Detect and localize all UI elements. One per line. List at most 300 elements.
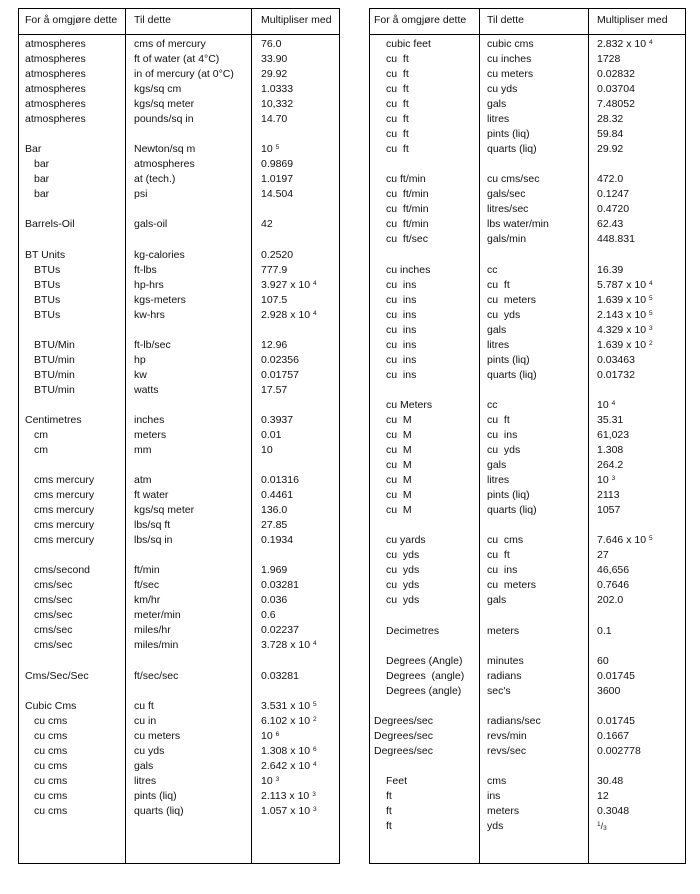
multiplier-value: 62.43	[597, 218, 624, 230]
cell-from-unit: atmospheres	[25, 83, 86, 95]
cell-to-unit: quarts (liq)	[487, 369, 537, 381]
cell-multiplier	[597, 354, 635, 367]
cell-from-unit: cms/second	[34, 564, 91, 576]
cell-to-unit: cms	[487, 775, 507, 787]
cell-to-unit: km/hr	[134, 594, 161, 606]
multiplier-value: 27	[597, 549, 609, 561]
cell-to-unit: litres	[134, 775, 157, 787]
cell-from-unit: cu ft/min	[386, 173, 426, 185]
cell-to-unit: kg-calories	[134, 249, 185, 261]
cell-multiplier	[261, 594, 287, 607]
cell-multiplier	[261, 38, 281, 51]
cell-multiplier	[261, 760, 317, 773]
cell-multiplier	[261, 519, 287, 532]
cell-from-unit: atmospheres	[25, 113, 86, 125]
cell-from-unit: cms/sec	[34, 639, 73, 651]
multiplier-value: 2113	[597, 489, 620, 501]
column-divider	[588, 9, 589, 863]
cell-multiplier	[597, 279, 653, 292]
cell-from-unit: cu ins	[386, 369, 417, 381]
cell-from-unit: cu yds	[386, 549, 420, 561]
multiplier-value: 0.01732	[597, 369, 635, 381]
cell-multiplier	[261, 504, 287, 517]
multiplier-value: 60	[597, 655, 609, 667]
cell-multiplier	[597, 564, 629, 577]
cell-multiplier	[597, 625, 612, 638]
cell-multiplier	[261, 414, 293, 427]
multiplier-value: 1728	[597, 53, 621, 65]
cell-multiplier	[261, 700, 317, 713]
multiplier-value: 0.03281	[261, 579, 299, 591]
multiplier-value: 448.831	[597, 233, 635, 245]
cell-to-unit: litres	[487, 474, 510, 486]
cell-from-unit: BT Units	[25, 249, 66, 261]
cell-multiplier	[597, 579, 629, 592]
cell-to-unit: quarts (liq)	[134, 805, 184, 817]
multiplier-value: 107.5	[261, 294, 288, 306]
cell-multiplier	[597, 655, 609, 668]
cell-to-unit: Newton/sq m	[134, 143, 196, 155]
cell-from-unit: cu ins	[386, 309, 417, 321]
cell-to-unit: miles/hr	[134, 624, 171, 636]
cell-multiplier	[261, 113, 287, 126]
cell-from-unit: cu M	[386, 489, 412, 501]
multiplier-value: 2.642 x 10	[261, 760, 311, 772]
column-divider	[251, 9, 252, 863]
multiplier-exponent: 4	[611, 400, 616, 407]
cell-multiplier	[261, 805, 317, 818]
cell-from-unit: cu ins	[386, 279, 417, 291]
cell-multiplier	[261, 444, 273, 457]
cell-to-unit: pints (liq)	[134, 790, 177, 802]
cell-to-unit: cu ft	[487, 414, 510, 426]
cell-multiplier	[261, 489, 293, 502]
cell-multiplier	[261, 624, 299, 637]
cell-from-unit: Decimetres	[386, 625, 440, 637]
multiplier-value: 0.1247	[597, 188, 630, 200]
cell-to-unit: cu ins	[487, 564, 518, 576]
multiplier-exponent: 4	[312, 280, 317, 287]
cell-to-unit: meters	[134, 429, 167, 441]
cell-from-unit: cms/sec	[34, 594, 73, 606]
cell-from-unit: Feet	[386, 775, 408, 787]
multiplier-value: 0.02356	[261, 354, 299, 366]
cell-multiplier	[597, 188, 629, 201]
multiplier-value: 28.32	[597, 113, 624, 125]
cell-to-unit: quarts (liq)	[487, 143, 537, 155]
cell-from-unit: Degrees/sec	[374, 715, 433, 727]
cell-multiplier	[261, 429, 281, 442]
multiplier-value: 3.927 x 10	[261, 279, 311, 291]
multiplier-value: 27.85	[261, 519, 288, 531]
cell-to-unit: ins	[487, 790, 501, 802]
multiplier-value: 0.03281	[261, 670, 299, 682]
multiplier-value: 1.0197	[261, 173, 294, 185]
cell-to-unit: cu ft	[487, 279, 510, 291]
multiplier-value: 16.39	[597, 264, 624, 276]
cell-to-unit: quarts (liq)	[487, 504, 537, 516]
cell-multiplier	[597, 369, 635, 382]
cell-from-unit: cms/sec	[34, 579, 73, 591]
cell-multiplier	[261, 474, 299, 487]
cell-from-unit: BTUs	[34, 264, 61, 276]
cell-multiplier	[597, 594, 623, 607]
cell-to-unit: in of mercury (at 0°C)	[134, 68, 234, 80]
multiplier-value: 0.1	[597, 625, 612, 637]
cell-multiplier	[261, 609, 276, 622]
cell-from-unit: cu ft/sec	[386, 233, 429, 245]
multiplier-value: 202.0	[597, 594, 624, 606]
cell-from-unit: cu ft	[386, 68, 409, 80]
cell-to-unit: cu cms	[487, 534, 524, 546]
cell-multiplier	[261, 309, 317, 322]
cell-multiplier	[261, 745, 317, 758]
cell-multiplier	[597, 745, 641, 758]
cell-from-unit: cu yds	[386, 579, 420, 591]
cell-from-unit: cu ft	[386, 98, 409, 110]
cell-multiplier	[597, 685, 620, 698]
cell-multiplier	[261, 264, 287, 277]
cell-from-unit: ft	[386, 790, 392, 802]
cell-multiplier	[261, 670, 299, 683]
multiplier-exponent: 3	[611, 475, 616, 482]
cell-multiplier	[261, 98, 293, 111]
cell-from-unit: cms mercury	[34, 534, 95, 546]
cell-from-unit: cu ft	[386, 128, 409, 140]
cell-to-unit: meters	[487, 805, 520, 817]
fraction-numerator: 1	[597, 821, 601, 828]
multiplier-value: 2.143 x 10	[597, 309, 647, 321]
cell-multiplier	[261, 218, 273, 231]
cell-to-unit: ft of water (at 4°C)	[134, 53, 220, 65]
cell-multiplier	[261, 53, 287, 66]
cell-to-unit: gals/sec	[487, 188, 526, 200]
cell-from-unit: Degrees (angle)	[386, 670, 465, 682]
multiplier-value: 29.92	[597, 143, 624, 155]
multiplier-exponent: 3	[312, 806, 317, 813]
cell-from-unit: BTU/min	[34, 354, 75, 366]
multiplier-value: 0.3048	[597, 805, 630, 817]
multiplier-value: 0.02237	[261, 624, 299, 636]
cell-from-unit: Degrees/sec	[374, 730, 433, 742]
cell-multiplier	[261, 534, 293, 547]
multiplier-value: 0.01	[261, 429, 282, 441]
cell-from-unit: bar	[34, 158, 50, 170]
multiplier-value: 1.057 x 10	[261, 805, 311, 817]
cell-multiplier	[261, 279, 317, 292]
fraction-slash: /	[600, 821, 604, 831]
header-divider	[19, 34, 339, 35]
cell-from-unit: Degrees/sec	[374, 745, 433, 757]
column-divider	[479, 9, 480, 863]
cell-multiplier	[261, 715, 317, 728]
cell-multiplier	[597, 309, 653, 322]
cell-from-unit: bar	[34, 173, 50, 185]
multiplier-value: 3.531 x 10	[261, 700, 311, 712]
cell-from-unit: cu cms	[34, 730, 68, 742]
cell-multiplier	[597, 324, 653, 337]
multiplier-value: 472.0	[597, 173, 624, 185]
cell-from-unit: cu M	[386, 504, 412, 516]
cell-from-unit: atmospheres	[25, 98, 86, 110]
cell-from-unit: Cms/Sec/Sec	[25, 670, 89, 682]
cell-from-unit: cu ft	[386, 83, 409, 95]
multiplier-value: 1.969	[261, 564, 288, 576]
multiplier-value: 7.646 x 10	[597, 534, 647, 546]
cell-from-unit: atmospheres	[25, 68, 86, 80]
cell-to-unit: radians/sec	[487, 715, 541, 727]
multiplier-exponent: 4	[648, 39, 653, 46]
multiplier-value: 46,656	[597, 564, 630, 576]
cell-to-unit: gals	[487, 324, 507, 336]
cell-to-unit: miles/min	[134, 639, 179, 651]
cell-from-unit: bar	[34, 188, 50, 200]
cell-from-unit: cms mercury	[34, 489, 95, 501]
cell-multiplier	[597, 128, 623, 141]
header-divider	[370, 34, 685, 35]
cell-from-unit: cu ft	[386, 113, 409, 125]
cell-multiplier	[597, 549, 609, 562]
cell-to-unit: radians	[487, 670, 522, 682]
cell-to-unit: kgs/sq meter	[134, 504, 195, 516]
header-from: For å omgjøre dette	[374, 14, 467, 26]
header-to: Til dette	[487, 14, 524, 26]
cell-to-unit: ft/sec	[134, 579, 160, 591]
cell-multiplier	[597, 113, 623, 126]
cell-multiplier	[261, 68, 287, 81]
cell-multiplier	[597, 820, 607, 834]
multiplier-exponent: 2	[312, 716, 317, 723]
multiplier-value: 61,023	[597, 429, 630, 441]
multiplier-exponent: 4	[648, 280, 653, 287]
multiplier-value: 14.504	[261, 188, 294, 200]
cell-multiplier	[597, 805, 629, 818]
cell-to-unit: cu ins	[487, 429, 518, 441]
multiplier-value: 35.31	[597, 414, 624, 426]
cell-to-unit: litres	[487, 339, 510, 351]
cell-to-unit: cu inches	[487, 53, 532, 65]
cell-from-unit: cms mercury	[34, 474, 95, 486]
cell-from-unit: Bar	[25, 143, 42, 155]
cell-to-unit: cu meters	[487, 294, 537, 306]
cell-from-unit: atmospheres	[25, 53, 86, 65]
multiplier-value: 0.1667	[597, 730, 630, 742]
header-to: Til dette	[134, 14, 171, 26]
cell-from-unit: Cubic Cms	[25, 700, 77, 712]
multiplier-exponent: 5	[648, 295, 653, 302]
cell-from-unit: cu yds	[386, 594, 420, 606]
cell-to-unit: cu yds	[487, 309, 521, 321]
cell-from-unit: cu M	[386, 459, 412, 471]
multiplier-value: 12.96	[261, 339, 288, 351]
cell-to-unit: cubic cms	[487, 38, 534, 50]
cell-to-unit: ft-lbs	[134, 264, 157, 276]
cell-to-unit: revs/min	[487, 730, 527, 742]
cell-to-unit: gals	[487, 459, 507, 471]
cell-to-unit: cu ft	[487, 549, 510, 561]
multiplier-value: 0.1934	[261, 534, 294, 546]
cell-to-unit: lbs/sq ft	[134, 519, 171, 531]
cell-to-unit: gals-oil	[134, 218, 168, 230]
cell-from-unit: Barrels-Oil	[25, 218, 75, 230]
multiplier-value: 1057	[597, 504, 621, 516]
cell-to-unit: pounds/sq in	[134, 113, 194, 125]
multiplier-exponent: 6	[312, 746, 317, 753]
cell-from-unit: cu cms	[34, 715, 68, 727]
cell-multiplier	[597, 83, 635, 96]
cell-from-unit: cu ins	[386, 339, 417, 351]
cell-multiplier	[597, 459, 623, 472]
cell-multiplier	[261, 173, 293, 186]
cell-to-unit: at (tech.)	[134, 173, 176, 185]
cell-to-unit: cu meters	[134, 730, 181, 742]
cell-from-unit: BTUs	[34, 309, 61, 321]
multiplier-value: 2.113 x 10	[261, 790, 310, 802]
multiplier-exponent: 6	[275, 731, 280, 738]
cell-from-unit: cu cms	[34, 775, 68, 787]
cell-multiplier	[261, 354, 299, 367]
multiplier-value: 0.3937	[261, 414, 294, 426]
cell-multiplier	[597, 339, 653, 352]
cell-multiplier	[261, 790, 316, 803]
cell-to-unit: ft/sec/sec	[134, 670, 179, 682]
cell-from-unit: cu yards	[386, 534, 426, 546]
cell-from-unit: cubic feet	[386, 38, 431, 50]
multiplier-value: 12	[597, 790, 609, 802]
cell-multiplier	[261, 564, 287, 577]
cell-to-unit: cc	[487, 264, 498, 276]
cell-multiplier	[261, 83, 293, 96]
cell-multiplier	[597, 53, 620, 66]
cell-multiplier	[261, 384, 287, 397]
cell-multiplier	[597, 218, 623, 231]
multiplier-value: 33.90	[261, 53, 288, 65]
cell-to-unit: cc	[487, 399, 498, 411]
cell-multiplier	[597, 38, 653, 51]
fraction-denominator: 3	[603, 825, 607, 832]
cell-multiplier	[261, 579, 299, 592]
multiplier-value: 5.787 x 10	[597, 279, 647, 291]
cell-from-unit: BTU/min	[34, 384, 75, 396]
cell-to-unit: cu in	[134, 715, 157, 727]
cell-to-unit: revs/sec	[487, 745, 527, 757]
multiplier-value: 1.0333	[261, 83, 294, 95]
multiplier-value: 42	[261, 218, 273, 230]
cell-from-unit: ft	[386, 820, 392, 832]
cell-from-unit: ft	[386, 805, 392, 817]
cell-multiplier	[597, 489, 620, 502]
multiplier-exponent: 5	[648, 535, 653, 542]
cell-from-unit: atmospheres	[25, 38, 86, 50]
multiplier-value: 17.57	[261, 384, 288, 396]
multiplier-value: 10	[597, 474, 609, 486]
multiplier-value: 10	[261, 775, 273, 787]
cell-multiplier	[261, 188, 293, 201]
cell-from-unit: BTU/Min	[34, 339, 75, 351]
cell-multiplier	[597, 775, 623, 788]
multiplier-exponent: 3	[275, 776, 280, 783]
multiplier-value: 2.928 x 10	[261, 309, 311, 321]
multiplier-exponent: 5	[312, 701, 317, 708]
cell-from-unit: cu ins	[386, 354, 417, 366]
cell-multiplier	[261, 249, 293, 262]
cell-to-unit: cu meters	[487, 579, 537, 591]
cell-from-unit: cms mercury	[34, 519, 95, 531]
cell-to-unit: gals	[487, 98, 507, 110]
multiplier-value: 10	[261, 444, 273, 456]
multiplier-value: 30.48	[597, 775, 624, 787]
cell-multiplier	[597, 414, 623, 427]
cell-from-unit: BTUs	[34, 294, 61, 306]
cell-multiplier	[261, 294, 287, 307]
multiplier-value: 0.9869	[261, 158, 294, 170]
cell-multiplier	[261, 369, 299, 382]
multiplier-value: 0.03704	[597, 83, 635, 95]
cell-multiplier	[261, 143, 279, 156]
multiplier-value: 1.308 x 10	[261, 745, 311, 757]
cell-multiplier	[597, 173, 623, 186]
cell-from-unit: cu yds	[386, 564, 420, 576]
multiplier-value: 0.03463	[597, 354, 635, 366]
cell-from-unit: cu ft/min	[386, 218, 429, 230]
cell-from-unit: cm	[34, 444, 48, 456]
cell-from-unit: cu cms	[34, 805, 68, 817]
cell-to-unit: sec's	[487, 685, 511, 697]
cell-to-unit: atm	[134, 474, 152, 486]
cell-from-unit: Degrees (Angle)	[386, 655, 463, 667]
cell-to-unit: lbs/sq in	[134, 534, 173, 546]
conversion-table-right	[369, 8, 686, 864]
cell-to-unit: gals	[134, 760, 154, 772]
cell-from-unit: cu Meters	[386, 399, 433, 411]
multiplier-value: 0.4720	[597, 203, 630, 215]
cell-from-unit: cu M	[386, 474, 412, 486]
multiplier-value: 136.0	[261, 504, 288, 516]
cell-from-unit: cms/sec	[34, 624, 73, 636]
conversion-table-left	[18, 8, 340, 864]
multiplier-exponent: 2	[648, 340, 653, 347]
cell-multiplier	[597, 143, 623, 156]
cell-multiplier	[597, 294, 653, 307]
cell-to-unit: ft-lb/sec	[134, 339, 171, 351]
cell-multiplier	[597, 534, 653, 547]
multiplier-value: 10	[261, 143, 273, 155]
cell-to-unit: meters	[487, 625, 520, 637]
cell-to-unit: hp	[134, 354, 146, 366]
cell-multiplier	[597, 715, 635, 728]
cell-to-unit: cu yds	[487, 83, 518, 95]
cell-to-unit: pints (liq)	[487, 354, 530, 366]
cell-from-unit: cms/sec	[34, 609, 73, 621]
cell-to-unit: kgs/sq cm	[134, 83, 182, 95]
cell-from-unit: cu cms	[34, 790, 68, 802]
cell-multiplier	[597, 264, 623, 277]
multiplier-value: 777.9	[261, 264, 288, 276]
cell-to-unit: meter/min	[134, 609, 181, 621]
cell-to-unit: ft/min	[134, 564, 160, 576]
cell-from-unit: cu ins	[386, 294, 417, 306]
cell-from-unit: cu M	[386, 444, 412, 456]
header-multiply: Multipliser med	[597, 14, 668, 26]
multiplier-value: 4.329 x 10	[597, 324, 647, 336]
multiplier-value: 1.308	[597, 444, 624, 456]
multiplier-value: 0.002778	[597, 745, 641, 757]
cell-multiplier	[597, 790, 609, 803]
multiplier-value: 0.7646	[597, 579, 630, 591]
column-divider	[125, 9, 126, 863]
multiplier-value: 0.4461	[261, 489, 294, 501]
cell-to-unit: lbs water/min	[487, 218, 549, 230]
